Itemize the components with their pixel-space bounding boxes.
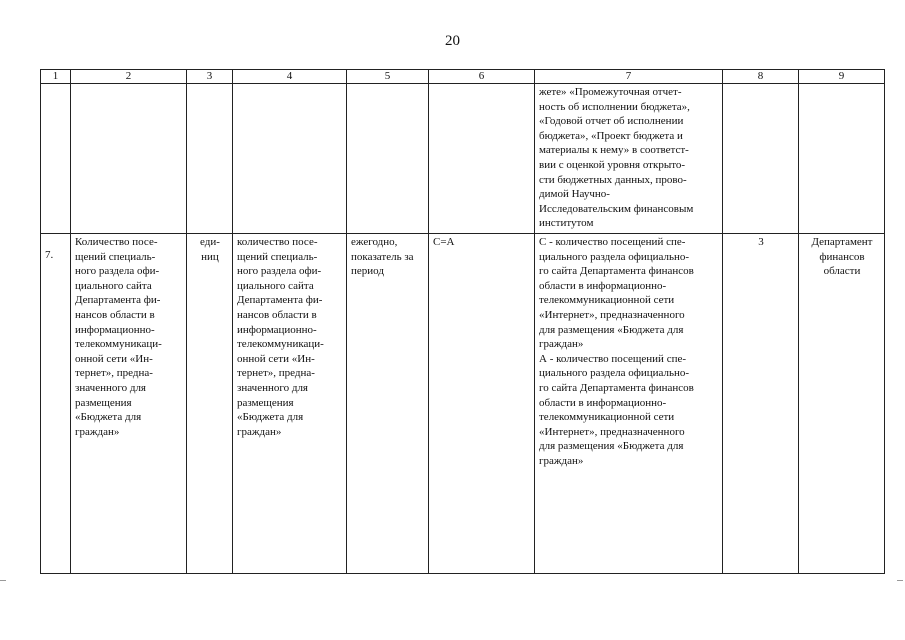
formula-description: С - количество посещений спе- циального раздела официально- го сайта Департамента финансов области в информационно- телекоммуникационной сети «Интернет», предназначенного для размещения «Бюджета для граждан» А - количество посещений спе- циального раздела официально- го сайта Департамента финансов области в информационно- телекоммуникационной сети «Интернет», предназначенного для размещения «Бюджета для граждан»: [535, 234, 723, 574]
cont-cell-8: [723, 84, 799, 234]
header-row: [41, 70, 885, 84]
header-cell-4: 4: [233, 70, 347, 84]
indicator-name: Количество посе- щений специаль- ного раздела офи- циального сайта Департамента фи- нансов области в информационно- телекоммуникаци- онной сети «Ин- тернет», предна- значенного для размещения «Бюджета для граждан»: [71, 234, 187, 574]
value-cell: 3: [723, 234, 799, 574]
cont-cell-5: [347, 84, 429, 234]
header-cell-5: 5: [347, 70, 429, 84]
header-cell-1: 1: [41, 70, 71, 84]
page-number: 20: [445, 33, 460, 49]
indicator-definition: количество посе- щений специаль- ного раздела офи- циального сайта Департамента фи- нансов области в информационно- телекоммуникаци- онной сети «Ин- тернет», предна- значенного для размещения «Бюджета для граждан»: [233, 234, 347, 574]
formula: C=A: [429, 234, 535, 574]
continuation-row: [41, 84, 885, 234]
header-cell-8: 8: [723, 70, 799, 84]
scan-edge-mark-left: [0, 580, 6, 581]
header-cell-7: 7: [535, 70, 723, 84]
header-cell-6: 6: [429, 70, 535, 84]
cont-cell-1: [41, 84, 71, 234]
cont-cell-6: [429, 84, 535, 234]
cont-cell-4: [233, 84, 347, 234]
header-cell-3: 3: [187, 70, 233, 84]
cont-cell-3: [187, 84, 233, 234]
header-cell-9: 9: [799, 70, 885, 84]
cont-cell-9: [799, 84, 885, 234]
indicator-table: [40, 69, 885, 574]
cont-cell-7: жете» «Промежуточная отчет- ность об исполнении бюджета», «Годовой отчет об исполнении бюджета», «Проект бюджета и материалы к нему» в соответст- вии с оценкой уровня открыто- сти бюджетных данных, прово- димой Научно- Исследовательским финансовым институтом: [535, 84, 723, 234]
responsible-body: Департамент финансов области: [799, 234, 885, 574]
table-row: [41, 234, 885, 574]
row-number: 7.: [41, 234, 71, 574]
unit-of-measure: еди- ниц: [187, 234, 233, 574]
cont-cell-2: [71, 84, 187, 234]
scan-edge-mark-right: [897, 580, 903, 581]
header-cell-2: 2: [71, 70, 187, 84]
periodicity: ежегодно, показатель за период: [347, 234, 429, 574]
